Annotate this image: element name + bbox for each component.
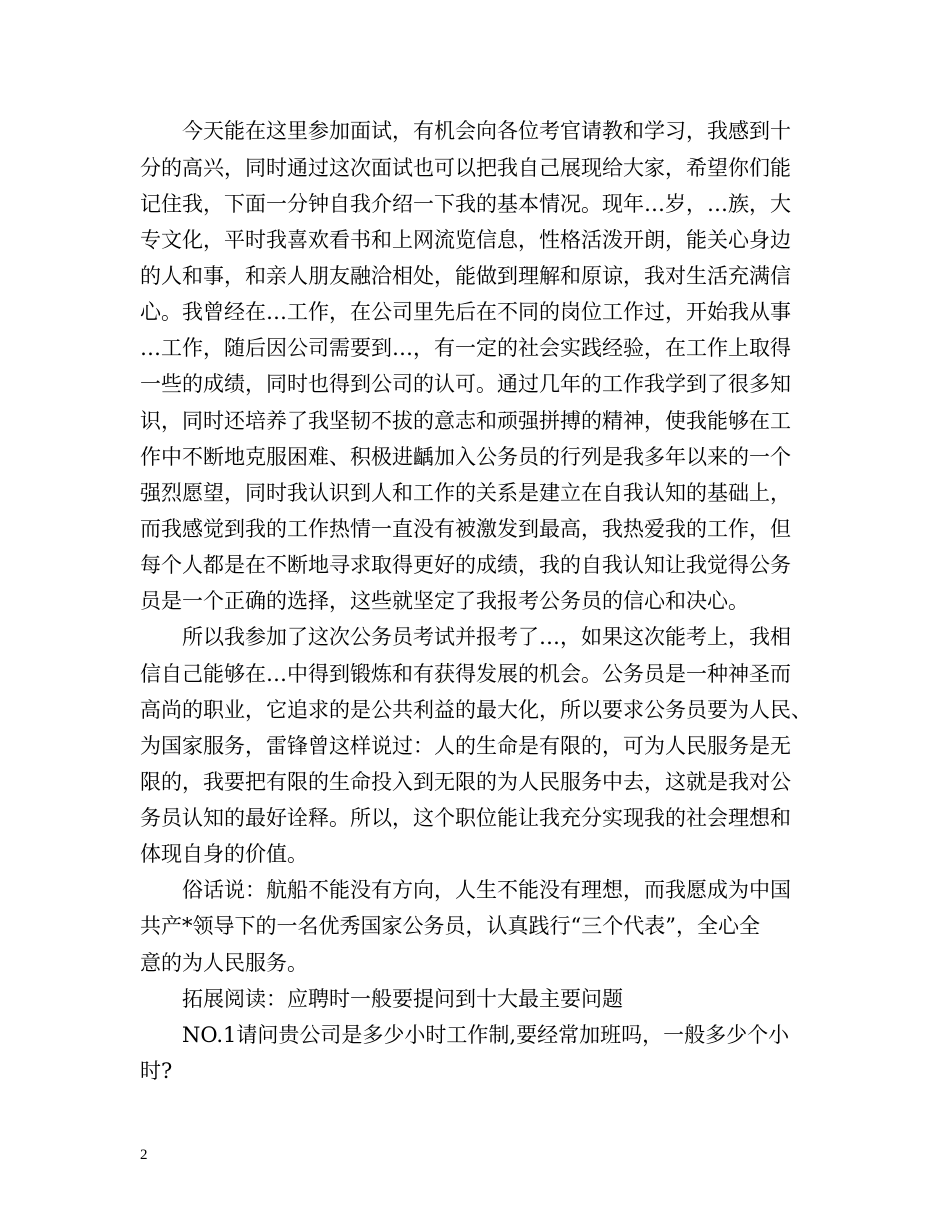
paragraph-line: 专文化，平时我喜欢看书和上网流览信息，性格活泼开朗，能关心身边 (140, 228, 791, 252)
paragraph-line: 体现自身的价值。 (140, 842, 308, 866)
paragraph-line: 心。我曾经在…工作，在公司里先后在不同的岗位工作过，开始我从事 (140, 300, 791, 324)
paragraph-line: 作中不断地克服困难、积极进齲加入公务员的行列是我多年以来的一个 (140, 445, 791, 469)
paragraph-line: …工作，随后因公司需要到…，有一定的社会实践经验，在工作上取得 (140, 336, 791, 360)
paragraph-line: 务员认知的最好诠释。所以，这个职位能让我充分实现我的社会理想和 (140, 806, 791, 830)
paragraph-line: 今天能在这里参加面试，有机会向各位考官请教和学习，我感到十 (182, 119, 791, 143)
paragraph-line: 俗话说：航船不能没有方向，人生不能没有理想，而我愿成为中国 (182, 878, 791, 902)
page-number: 2 (140, 1147, 148, 1163)
paragraph-line: 每个人都是在不断地寻求取得更好的成绩，我的自我认知让我觉得公务 (140, 553, 791, 577)
paragraph-line: 限的，我要把有限的生命投入到无限的为人民服务中去，这就是我对公 (140, 770, 791, 794)
paragraph-line: 记住我，下面一分钟自我介绍一下我的基本情况。现年…岁，…族，大 (140, 192, 791, 216)
paragraph-line: 强烈愿望，同时我认识到人和工作的关系是建立在自我认知的基础上， (140, 481, 791, 505)
paragraph-line: 高尚的职业，它追求的是公共利益的最大化，所以要求公务员要为人民、 (140, 698, 812, 722)
paragraph-line: 所以我参加了这次公务员考试并报考了…，如果这次能考上，我相 (182, 625, 791, 649)
paragraph-line: 时? (140, 1059, 173, 1083)
paragraph-line: 员是一个正确的选择，这些就坚定了我报考公务员的信心和决心。 (140, 589, 749, 613)
paragraph-line: 拓展阅读：应聘时一般要提问到十大最主要问题 (182, 987, 623, 1011)
paragraph-line: 识，同时还培养了我坚韧不拔的意志和顽强拼搏的精神，使我能够在工 (140, 409, 791, 433)
paragraph-line: 一些的成绩，同时也得到公司的认可。通过几年的工作我学到了很多知 (140, 372, 791, 396)
paragraph-line: 信自己能够在…中得到锻炼和有获得发展的机会。公务员是一种神圣而 (140, 662, 791, 686)
paragraph-line: 共产*领导下的一名优秀国家公务员，认真践行“三个代表”，全心全 (140, 914, 760, 938)
paragraph-line: NO.1请问贵公司是多少小时工作制,要经常加班吗，一般多少个小 (182, 1023, 790, 1047)
paragraph-line: 分的高兴，同时通过这次面试也可以把我自己展现给大家，希望你们能 (140, 156, 791, 180)
paragraph-line: 为国家服务，雷锋曾这样说过：人的生命是有限的，可为人民服务是无 (140, 734, 791, 758)
paragraph-line: 的人和事，和亲人朋友融洽相处，能做到理解和原谅，我对生活充满信 (140, 264, 791, 288)
paragraph-line: 而我感觉到我的工作热情一直没有被激发到最高，我热爱我的工作，但 (140, 517, 791, 541)
paragraph-line: 意的为人民服务。 (140, 951, 308, 975)
